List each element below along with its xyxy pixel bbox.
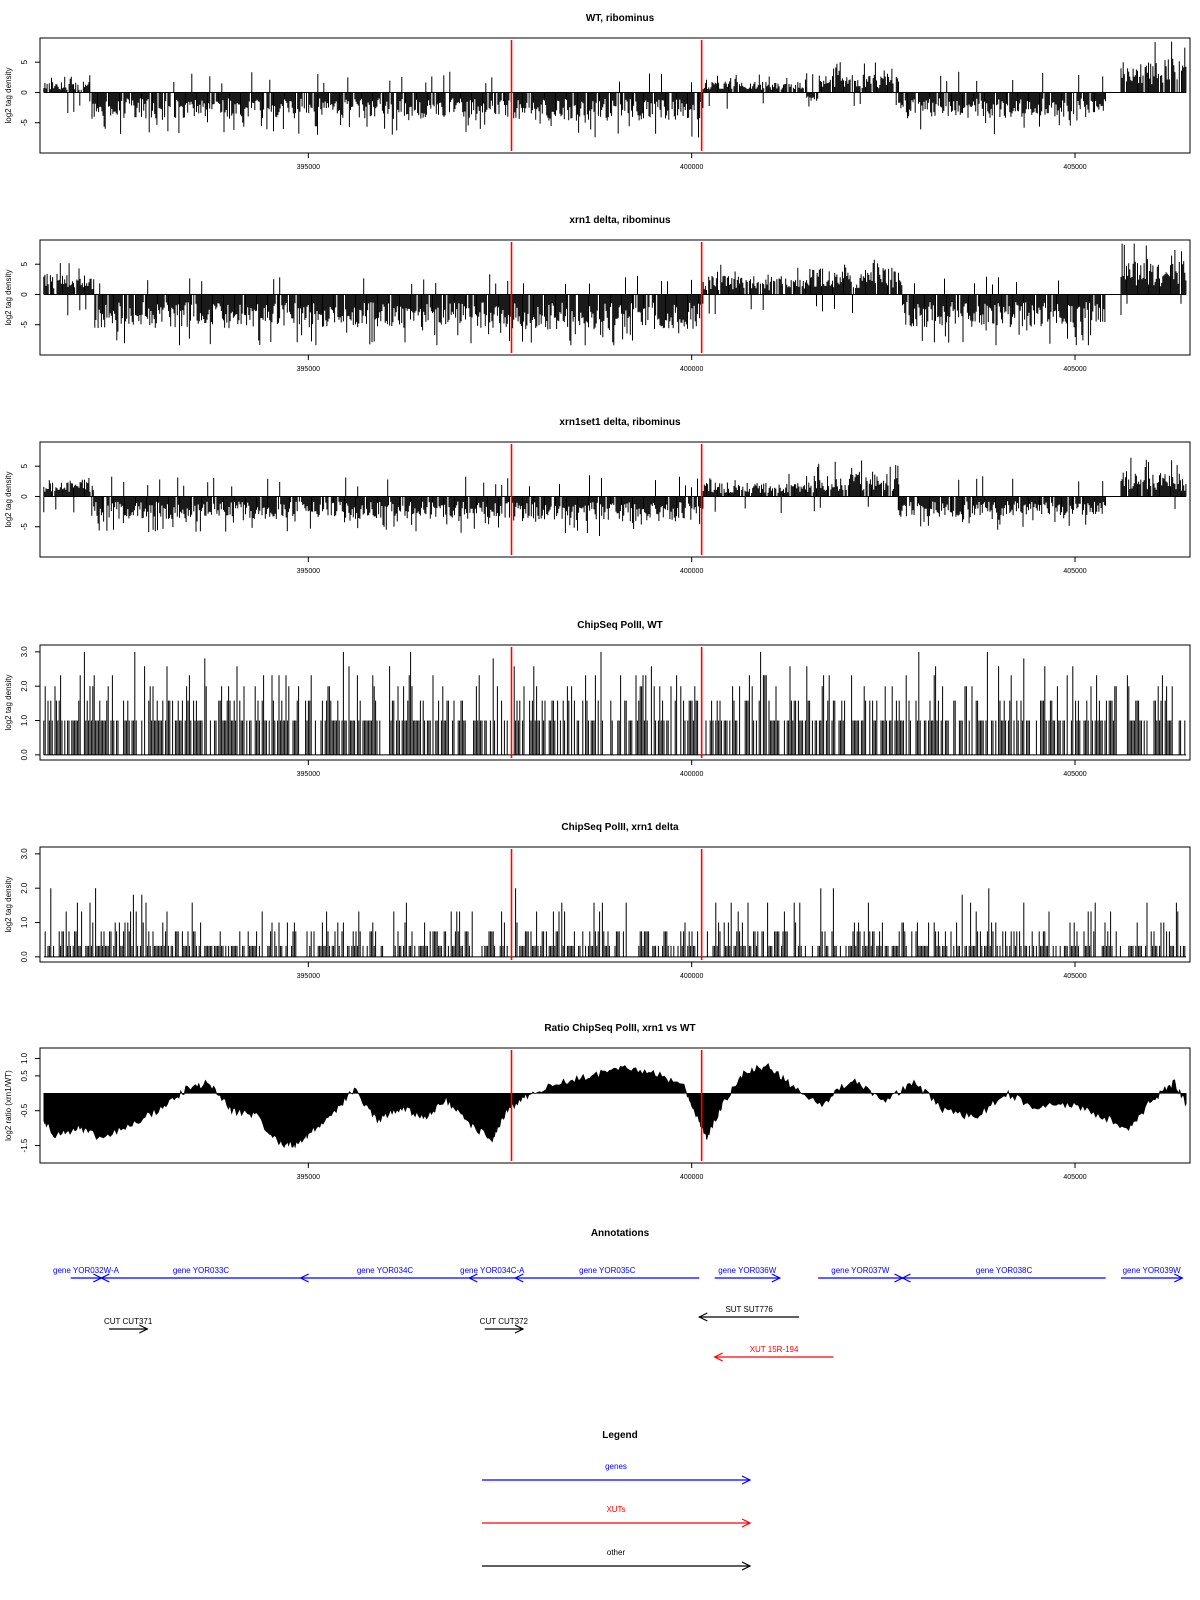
feature-label: gene YOR034C-A <box>460 1266 525 1275</box>
feature-gene <box>1121 1266 1182 1282</box>
legend-label: XUTs <box>606 1505 626 1514</box>
x-tick-label: 400000 <box>679 568 704 575</box>
x-tick-label: 405000 <box>1063 1174 1087 1181</box>
feature-label: gene YOR033C <box>172 1266 230 1275</box>
panel-4 <box>4 620 1190 778</box>
x-tick-label: 395000 <box>296 164 321 171</box>
x-tick-label: 395000 <box>296 771 321 778</box>
feature-label: CUT CUT372 <box>479 1317 528 1326</box>
feature-gene <box>515 1266 699 1282</box>
y-tick-label: 3.0 <box>20 646 29 658</box>
y-tick-label: 0.0 <box>20 951 29 963</box>
y-tick-label: 1.0 <box>20 916 29 929</box>
plot-frame <box>40 847 1190 962</box>
legend-items <box>482 1462 750 1570</box>
feature-gene <box>301 1266 470 1282</box>
y-tick-label: 5 <box>20 261 29 267</box>
polii-density-bars <box>45 888 1185 957</box>
data-series <box>44 244 1186 346</box>
panel-2 <box>4 215 1190 373</box>
panel-title: ChipSeq PolII, xrn1 delta <box>561 822 679 833</box>
feature-label: SUT SUT776 <box>725 1305 773 1314</box>
panel-title: WT, ribominus <box>585 13 655 24</box>
y-axis-label: log2 tag density <box>4 67 13 124</box>
data-series <box>44 652 1186 755</box>
feature-label: XUT 15R-194 <box>749 1345 799 1354</box>
panel-5 <box>4 822 1190 980</box>
y-tick-label: 5 <box>20 59 29 65</box>
annotations-track <box>53 1228 1182 1361</box>
y-axis-label: log2 tag density <box>4 674 13 731</box>
legend <box>482 1430 750 1570</box>
y-tick-label: 0 <box>20 90 29 95</box>
y-axis-label: log2 tag density <box>4 269 13 326</box>
data-series <box>44 1064 1186 1148</box>
y-tick-label: -5 <box>20 119 29 127</box>
x-tick-label: 395000 <box>296 1174 321 1181</box>
x-tick-label: 405000 <box>1063 164 1087 171</box>
legend-label: other <box>606 1548 626 1557</box>
panel-6 <box>4 1023 1190 1181</box>
y-tick-label: 0.0 <box>20 749 29 761</box>
feature-label: gene YOR038C <box>975 1266 1033 1275</box>
feature-gene <box>53 1266 120 1282</box>
y-tick-label: 3.0 <box>20 848 29 860</box>
data-series <box>44 42 1186 138</box>
panel-1 <box>4 13 1190 171</box>
feature-label: gene YOR035C <box>579 1266 636 1275</box>
legend-item-other <box>482 1548 750 1570</box>
feature-label: gene YOR039W <box>1122 1266 1181 1275</box>
y-tick-label: 2.0 <box>20 882 29 894</box>
y-tick-label: 1.0 <box>20 714 29 727</box>
legend-item-xut <box>482 1505 750 1527</box>
y-tick-label: -1.5 <box>20 1138 29 1153</box>
y-tick-label: 0 <box>20 494 29 499</box>
legend-title: Legend <box>602 1430 638 1441</box>
legend-label: genes <box>605 1462 627 1471</box>
polii-density-bars <box>44 652 1185 755</box>
track-panels <box>4 13 1190 1181</box>
annotations-title: Annotations <box>590 1228 650 1239</box>
feature-label: gene YOR036W <box>718 1266 777 1275</box>
x-tick-label: 405000 <box>1063 366 1087 373</box>
feature-label: gene YOR034C <box>356 1266 414 1275</box>
x-tick-label: 405000 <box>1063 973 1087 980</box>
feature-other <box>480 1317 529 1333</box>
y-tick-label: 2.0 <box>20 680 29 692</box>
feature-label: CUT CUT371 <box>104 1317 153 1326</box>
y-axis-label: log2 ratio (xrn1/WT) <box>4 1070 13 1141</box>
y-tick-label: -5 <box>20 321 29 329</box>
feature-gene <box>101 1266 300 1282</box>
x-tick-label: 405000 <box>1063 568 1087 575</box>
x-tick-label: 400000 <box>679 366 704 373</box>
panel-title: ChipSeq PolII, WT <box>577 620 663 631</box>
feature-gene <box>715 1266 780 1282</box>
legend-item-gene <box>482 1462 750 1484</box>
ratio-area <box>44 1064 1186 1148</box>
panel-3 <box>4 417 1190 575</box>
tag-density-bars <box>44 42 1186 138</box>
y-tick-label: 0.5 <box>20 1070 29 1082</box>
x-tick-label: 395000 <box>296 366 321 373</box>
y-tick-label: 0 <box>20 292 29 297</box>
panel-title: xrn1set1 delta, ribominus <box>559 417 681 428</box>
y-tick-label: -5 <box>20 523 29 531</box>
annotation-features <box>53 1266 1182 1361</box>
y-tick-label: 5 <box>20 463 29 469</box>
y-axis-label: log2 tag density <box>4 471 13 528</box>
feature-gene <box>818 1266 902 1282</box>
feature-other <box>104 1317 153 1333</box>
x-tick-label: 405000 <box>1063 771 1087 778</box>
plot-frame <box>40 645 1190 760</box>
x-tick-label: 400000 <box>679 164 704 171</box>
feature-other <box>699 1305 799 1321</box>
data-series <box>44 458 1186 536</box>
panel-title: xrn1 delta, ribominus <box>569 215 671 226</box>
x-tick-label: 395000 <box>296 973 321 980</box>
data-series <box>44 888 1186 957</box>
feature-gene <box>460 1266 525 1282</box>
y-axis-label: log2 tag density <box>4 876 13 933</box>
x-tick-label: 400000 <box>679 973 704 980</box>
x-tick-label: 400000 <box>679 1174 704 1181</box>
y-tick-label: -0.5 <box>20 1103 29 1118</box>
feature-gene <box>903 1266 1106 1282</box>
x-tick-label: 400000 <box>679 771 704 778</box>
plot-frame <box>40 1048 1190 1163</box>
x-tick-label: 395000 <box>296 568 321 575</box>
panel-title: Ratio ChipSeq PolII, xrn1 vs WT <box>544 1023 696 1034</box>
feature-label: gene YOR037W <box>831 1266 890 1275</box>
feature-label: gene YOR032W-A <box>53 1266 119 1275</box>
y-tick-label: 1.0 <box>20 1052 29 1065</box>
feature-xut <box>715 1345 834 1361</box>
